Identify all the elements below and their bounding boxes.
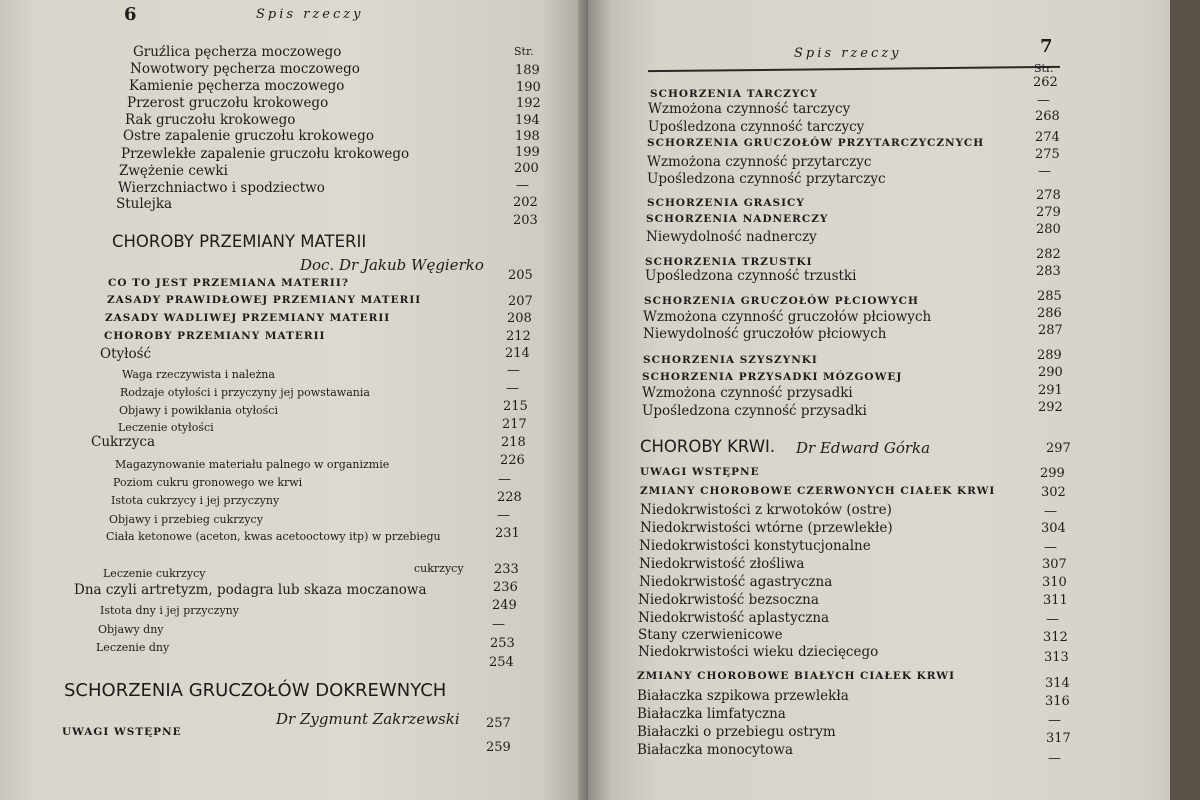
toc-entry-title: Białaczka szpikowa przewlekła bbox=[637, 688, 849, 704]
section-page-dokrewne: 257 bbox=[486, 716, 511, 731]
toc-entry-title: Białaczki o przebiegu ostrym bbox=[637, 724, 836, 740]
toc-entry-page: 215 bbox=[503, 399, 528, 414]
toc-entry-title: Przewlekłe zapalenie gruczołu krokowego bbox=[121, 146, 410, 162]
toc-entry-title: Wzmożona czynność przysadki bbox=[642, 385, 853, 401]
toc-entry-title: ZASADY WADLIWEJ PRZEMIANY MATERII bbox=[105, 312, 391, 324]
toc-entry-page: — bbox=[1044, 540, 1057, 555]
toc-entry-page: 274 bbox=[1035, 130, 1060, 145]
toc-entry-page: 282 bbox=[1036, 247, 1061, 262]
toc-entry-title: Niedokrwistość bezsoczna bbox=[638, 592, 819, 608]
left-page bbox=[0, 0, 588, 800]
toc-entry-page: 190 bbox=[516, 80, 541, 95]
toc-entry-page: 189 bbox=[515, 63, 540, 78]
toc-entry-page: 316 bbox=[1045, 694, 1070, 709]
toc-entry-title: Otyłość bbox=[100, 346, 152, 362]
toc-entry-page: 312 bbox=[1043, 630, 1068, 645]
toc-entry-page: 275 bbox=[1035, 147, 1060, 162]
right-running-head: Spis rzeczy bbox=[794, 46, 902, 61]
toc-entry-title: SCHORZENIA GRUCZOŁÓW PŁCIOWYCH bbox=[644, 295, 919, 307]
toc-entry-title: Niedokrwistości wieku dziecięcego bbox=[638, 644, 879, 660]
toc-entry-title: Kamienie pęcherza moczowego bbox=[129, 78, 345, 94]
toc-entry-title: Objawy dny bbox=[98, 623, 164, 636]
toc-entry-page: 311 bbox=[1043, 593, 1068, 608]
toc-entry-title: Objawy i powikłania otyłości bbox=[119, 404, 278, 417]
toc-entry-page: — bbox=[507, 363, 520, 378]
toc-entry-page: 218 bbox=[501, 435, 526, 450]
toc-entry-page: 203 bbox=[513, 213, 538, 228]
toc-entry-title: cukrzycy bbox=[414, 562, 464, 575]
toc-entry-page: 207 bbox=[508, 294, 533, 309]
toc-entry-title: Istota cukrzycy i jej przyczyny bbox=[111, 494, 280, 507]
header-rule bbox=[648, 66, 1060, 72]
toc-entry-page: 236 bbox=[493, 580, 518, 595]
toc-entry-page: — bbox=[1048, 713, 1061, 728]
toc-entry-title: Stany czerwienicowe bbox=[638, 627, 783, 643]
toc-entry-title: ZASADY PRAWIDŁOWEJ PRZEMIANY MATERII bbox=[107, 294, 422, 306]
toc-entry-page: 283 bbox=[1036, 264, 1061, 279]
toc-entry-title: SCHORZENIA NADNERCZY bbox=[646, 213, 829, 225]
toc-entry-page: — bbox=[1046, 612, 1059, 627]
section-page-przemiana: 205 bbox=[508, 268, 533, 283]
toc-entry-page: 286 bbox=[1037, 306, 1062, 321]
toc-entry-title: Objawy i przebieg cukrzycy bbox=[109, 513, 263, 526]
right-page bbox=[588, 0, 1200, 800]
toc-entry-title: ZMIANY CHOROBOWE CZERWONYCH CIAŁEK KRWI bbox=[640, 485, 996, 497]
toc-entry-page: 259 bbox=[486, 740, 511, 755]
toc-entry-title: UWAGI WSTĘPNE bbox=[62, 726, 182, 738]
toc-entry-title: Waga rzeczywista i należna bbox=[122, 368, 275, 381]
section-title-krew: CHOROBY KRWI. bbox=[640, 437, 776, 456]
toc-entry-title: Nowotwory pęcherza moczowego bbox=[130, 61, 360, 77]
toc-entry-title: Upośledzona czynność tarczycy bbox=[648, 119, 865, 135]
toc-entry-title: SCHORZENIA GRUCZOŁÓW PRZYTARCZYCZNYCH bbox=[647, 137, 985, 149]
toc-entry-page: 310 bbox=[1042, 575, 1067, 590]
toc-entry-title: Poziom cukru gronowego we krwi bbox=[113, 476, 303, 489]
toc-entry-title: Ciała ketonowe (aceton, kwas acetooctowy itp) w przebiegu bbox=[106, 530, 441, 543]
toc-entry-title: SCHORZENIA TRZUSTKI bbox=[645, 256, 813, 268]
toc-entry-page: 314 bbox=[1045, 676, 1070, 691]
section-author-przemiana: Doc. Dr Jakub Węgierko bbox=[300, 256, 484, 274]
toc-entry-page: 285 bbox=[1037, 289, 1062, 304]
toc-entry-page: — bbox=[497, 508, 510, 523]
toc-entry-title: Wierzchniactwo i spodziectwo bbox=[118, 180, 325, 196]
toc-entry-page: 304 bbox=[1041, 521, 1066, 536]
toc-entry-page: — bbox=[1038, 164, 1051, 179]
toc-entry-page: 226 bbox=[500, 453, 525, 468]
toc-entry-title: Istota dny i jej przyczyny bbox=[100, 604, 239, 617]
toc-entry-page: 299 bbox=[1040, 466, 1065, 481]
toc-entry-page: 302 bbox=[1041, 485, 1066, 500]
toc-entry-page: 268 bbox=[1035, 109, 1060, 124]
toc-entry-page: 254 bbox=[489, 655, 514, 670]
toc-entry-title: Niedokrwistości wtórne (przewlekłe) bbox=[640, 520, 893, 536]
section-author-krew: Dr Edward Górka bbox=[796, 439, 931, 457]
section-page-krew: 297 bbox=[1046, 441, 1071, 456]
toc-entry-page: 280 bbox=[1036, 222, 1061, 237]
toc-entry-title: Niewydolność gruczołów płciowych bbox=[643, 326, 887, 342]
toc-entry-title: Wzmożona czynność gruczołów płciowych bbox=[643, 309, 932, 325]
toc-entry-page: 228 bbox=[497, 490, 522, 505]
toc-entry-page: 278 bbox=[1036, 188, 1061, 203]
left-running-head: Spis rzeczy bbox=[256, 7, 364, 22]
toc-entry-page: 289 bbox=[1037, 348, 1062, 363]
toc-entry-title: Dna czyli artretyzm, podagra lub skaza moczanowa bbox=[74, 582, 427, 598]
toc-entry-page: 262 bbox=[1033, 75, 1058, 90]
toc-entry-title: Leczenie dny bbox=[96, 641, 170, 654]
toc-entry-title: CHOROBY PRZEMIANY MATERII bbox=[104, 330, 326, 342]
toc-entry-title: Wzmożona czynność przytarczyc bbox=[647, 154, 872, 170]
right-page-number: 7 bbox=[1040, 36, 1053, 57]
toc-entry-title: Niedokrwistość złośliwa bbox=[639, 556, 805, 572]
toc-entry-page: 253 bbox=[490, 636, 515, 651]
toc-entry-page: — bbox=[498, 472, 511, 487]
toc-entry-page: — bbox=[1048, 751, 1061, 766]
toc-entry-page: 217 bbox=[502, 417, 527, 432]
toc-entry-page: 290 bbox=[1038, 365, 1063, 380]
toc-entry-title: Białaczka monocytowa bbox=[637, 742, 794, 758]
toc-entry-title: Wzmożona czynność tarczycy bbox=[648, 101, 851, 117]
toc-entry-page: 231 bbox=[495, 526, 520, 541]
toc-entry-page: 249 bbox=[492, 598, 517, 613]
toc-entry-title: UWAGI WSTĘPNE bbox=[640, 466, 760, 478]
toc-entry-title: Magazynowanie materiału palnego w organizmie bbox=[115, 458, 390, 471]
toc-entry-page: 198 bbox=[515, 129, 540, 144]
toc-entry-page: 199 bbox=[515, 145, 540, 160]
toc-entry-page: 292 bbox=[1038, 400, 1063, 415]
toc-entry-title: Rodzaje otyłości i przyczyny jej powstawania bbox=[120, 386, 370, 399]
section-title-dokrewne: SCHORZENIA GRUCZOŁÓW DOKREWNYCH bbox=[64, 680, 447, 701]
section-author-dokrewne: Dr Zygmunt Zakrzewski bbox=[276, 710, 460, 728]
toc-entry-page: 279 bbox=[1036, 205, 1061, 220]
toc-entry-title: Ostre zapalenie gruczołu krokowego bbox=[123, 128, 374, 144]
toc-entry-title: Rak gruczołu krokowego bbox=[125, 112, 296, 128]
toc-entry-page: — bbox=[516, 178, 529, 193]
toc-entry-title: Upośledzona czynność przysadki bbox=[642, 403, 867, 419]
left-page-number: 6 bbox=[124, 4, 137, 25]
toc-entry-title: CO TO JEST PRZEMIANA MATERII? bbox=[108, 277, 349, 289]
table-surface bbox=[1170, 0, 1200, 800]
toc-entry-title: ZMIANY CHOROBOWE BIAŁYCH CIAŁEK KRWI bbox=[637, 670, 955, 682]
section-title-przemiana: CHOROBY PRZEMIANY MATERII bbox=[112, 232, 367, 251]
toc-entry-page: 214 bbox=[505, 346, 530, 361]
toc-entry-title: Upośledzona czynność przytarczyc bbox=[647, 171, 886, 187]
right-str-label: Str. bbox=[1034, 62, 1054, 75]
toc-entry-title: SCHORZENIA GRASICY bbox=[647, 197, 805, 209]
toc-entry-title: Białaczka limfatyczna bbox=[637, 706, 786, 722]
toc-entry-title: Leczenie otyłości bbox=[118, 421, 214, 434]
toc-entry-page: 192 bbox=[516, 96, 541, 111]
toc-entry-page: 202 bbox=[513, 195, 538, 210]
toc-entry-page: 233 bbox=[494, 562, 519, 577]
toc-entry-title: Niedokrwistość aplastyczna bbox=[638, 610, 830, 626]
toc-entry-page: 287 bbox=[1038, 323, 1063, 338]
toc-entry-title: SCHORZENIA PRZYSADKI MÓZGOWEJ bbox=[642, 371, 903, 383]
toc-entry-title: Niedokrwistości konstytucjonalne bbox=[639, 538, 871, 554]
toc-entry-title: Gruźlica pęcherza moczowego bbox=[133, 44, 342, 60]
toc-entry-title: Stulejka bbox=[116, 196, 173, 212]
toc-entry-page: 212 bbox=[506, 329, 531, 344]
toc-entry-page: — bbox=[492, 617, 505, 632]
toc-entry-title: Cukrzyca bbox=[91, 434, 156, 450]
toc-entry-title: Zwężenie cewki bbox=[119, 163, 228, 179]
toc-entry-title: Przerost gruczołu krokowego bbox=[127, 95, 329, 111]
toc-entry-page: 200 bbox=[514, 161, 539, 176]
toc-entry-page: 307 bbox=[1042, 557, 1067, 572]
toc-entry-title: Niewydolność nadnerczy bbox=[646, 229, 817, 245]
toc-entry-page: 208 bbox=[507, 311, 532, 326]
toc-entry-title: Niedokrwistość agastryczna bbox=[639, 574, 833, 590]
toc-entry-page: 313 bbox=[1044, 650, 1069, 665]
toc-entry-page: 194 bbox=[515, 113, 540, 128]
toc-entry-title: Leczenie cukrzycy bbox=[103, 567, 206, 580]
left-str-label: Str. bbox=[514, 45, 534, 58]
toc-entry-page: — bbox=[1044, 504, 1057, 519]
toc-entry-page: — bbox=[506, 381, 519, 396]
toc-entry-title: SCHORZENIA SZYSZYNKI bbox=[643, 354, 818, 366]
toc-entry-title: Niedokrwistości z krwotoków (ostre) bbox=[640, 502, 892, 518]
toc-entry-page: 291 bbox=[1038, 383, 1063, 398]
toc-entry-page: 317 bbox=[1046, 731, 1071, 746]
toc-entry-title: Upośledzona czynność trzustki bbox=[645, 268, 857, 284]
toc-entry-title: SCHORZENIA TARCZYCY bbox=[650, 88, 819, 100]
toc-entry-page: — bbox=[1037, 93, 1050, 108]
